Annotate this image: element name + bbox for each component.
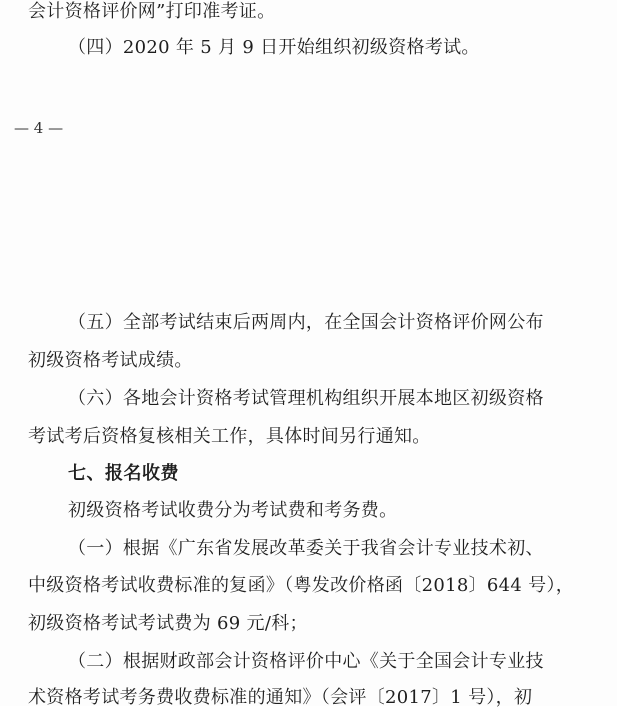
- text-line-9: 中级资格考试收费标准的复函》（粤发改价格函〔2018〕644 号），: [28, 575, 575, 596]
- text-line-4: 初级资格考试成绩。: [28, 350, 193, 371]
- text-line-7: 初级资格考试收费分为考试费和考务费。: [68, 500, 398, 521]
- text-line-1: 会计资格评价网”打印准考证。: [28, 1, 276, 22]
- text-line-5: （六）各地会计资格考试管理机构组织开展本地区初级资格: [68, 388, 544, 409]
- text-line-11: （二）根据财政部会计资格评价中心《关于全国会计专业技: [68, 651, 544, 672]
- text-line-12: 术资格考试考务费收费标准的通知》（会评〔2017〕1 号），初: [28, 687, 533, 708]
- text-line-6: 考试考后资格复核相关工作，具体时间另行通知。: [28, 426, 431, 447]
- text-line-10: 初级资格考试考试费为 69 元/科；: [28, 613, 308, 634]
- text-line-8: （一）根据《广东省发展改革委关于我省会计专业技术初、: [68, 538, 544, 559]
- text-line-3: （五）全部考试结束后两周内，在全国会计资格评价网公布: [68, 312, 544, 333]
- page-number: — 4 —: [14, 119, 64, 137]
- section-heading: 七、报名收费: [68, 463, 179, 484]
- text-line-2: （四）2020 年 5 月 9 日开始组织初级资格考试。: [68, 37, 480, 58]
